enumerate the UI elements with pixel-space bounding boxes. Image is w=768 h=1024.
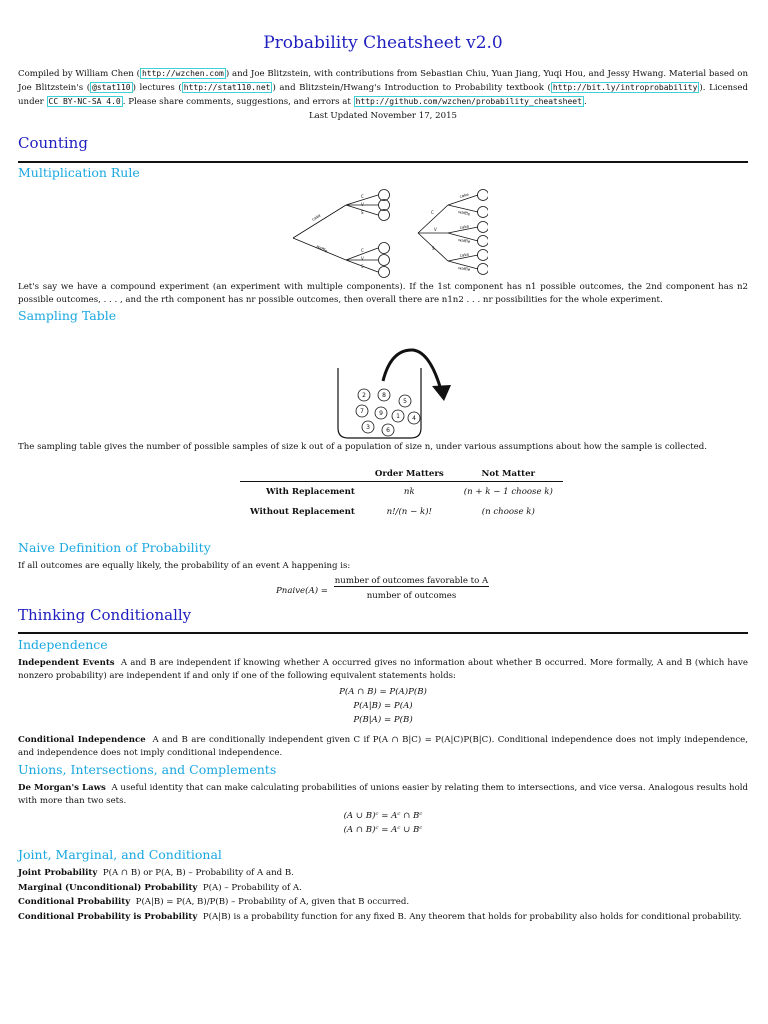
sampling-row-with-replacement: With Replacement bbox=[265, 487, 355, 497]
link-textbook[interactable]: http://bit.ly/introprobability bbox=[552, 83, 698, 92]
term-text: P(A|B) is a probability function for any fixed B. Any theorem that holds for probability also holds for conditional probability. bbox=[202, 911, 742, 922]
ball-label: 7 bbox=[360, 408, 364, 415]
ball-label: 3 bbox=[366, 424, 370, 431]
equation: (A ∩ B)ᶜ = Aᶜ ∪ Bᶜ bbox=[343, 825, 423, 835]
tree-diagrams bbox=[288, 183, 488, 283]
independence-text: A and B are independent if knowing whether A occurred gives no information about whether B occurred. More formally, A and B (which have nonzero probability) are independent if and only if one of the following equivalent statements holds: bbox=[18, 658, 748, 681]
demorgan-equations bbox=[18, 809, 748, 837]
tree-label: V bbox=[361, 202, 364, 207]
tree-label: S bbox=[361, 210, 364, 215]
naive-formula-numerator: number of outcomes favorable to A bbox=[334, 576, 489, 586]
section-rule bbox=[18, 632, 748, 634]
equation: P(B|A) = P(B) bbox=[353, 715, 413, 725]
tree-label: S bbox=[361, 264, 364, 269]
intro-text: ) and Joe Blitzstein, with contributions from Sebastian Chiu, Yuan Jiang, Yuqi Hou, and Jessy Hwang. Material based on Joe Blitzstein's ( bbox=[18, 69, 748, 93]
section-rule bbox=[18, 161, 748, 163]
intro-text: . Please share comments, suggestions, and errors at bbox=[122, 97, 354, 107]
term-conditional-independence: Conditional Independence bbox=[18, 735, 146, 745]
tree-label: V bbox=[361, 256, 364, 261]
subsection-heading-multiplication: Multiplication Rule bbox=[18, 165, 140, 180]
sampling-row-without-replacement: Without Replacement bbox=[250, 507, 355, 517]
urn-illustration bbox=[333, 343, 463, 443]
tree-label: V bbox=[434, 227, 437, 232]
naive-formula-lhs: Pnaive(A) = bbox=[276, 586, 328, 596]
term-text: P(A ∩ B) or P(A, B) – Probability of A and B. bbox=[102, 868, 294, 878]
intro-text: ) lectures ( bbox=[132, 83, 182, 93]
ball-label: 8 bbox=[382, 392, 386, 399]
ball-label: 6 bbox=[386, 427, 390, 434]
tree-label: waffle bbox=[457, 209, 471, 217]
demorgan-paragraph bbox=[18, 782, 748, 807]
tree-label: waffle bbox=[457, 265, 471, 273]
tree-diagram-left bbox=[293, 190, 390, 278]
tree-label: cake bbox=[459, 223, 470, 230]
ball-label: 4 bbox=[412, 415, 416, 422]
tree-label: waffle bbox=[315, 243, 329, 254]
intro-text: ). Licensed under bbox=[18, 83, 748, 107]
intro-text: . bbox=[583, 97, 587, 107]
ball-label: 5 bbox=[403, 398, 407, 405]
sampling-cell: nk bbox=[403, 487, 415, 497]
tree-label: C bbox=[361, 194, 364, 199]
link-license[interactable]: CC BY-NC-SA 4.0 bbox=[48, 97, 121, 106]
list-item bbox=[18, 911, 748, 924]
section-heading-counting: Counting bbox=[18, 134, 88, 152]
equation: (A ∪ B)ᶜ = Aᶜ ∩ Bᶜ bbox=[343, 811, 423, 821]
link-github[interactable]: http://github.com/wzchen/probability_cheatsheet bbox=[355, 97, 582, 106]
ball-label: 2 bbox=[362, 392, 366, 399]
sampling-table bbox=[240, 467, 563, 522]
joint-marginal-conditional-list bbox=[18, 867, 748, 923]
sampling-table-text: The sampling table gives the number of possible samples of size k out of a population of size n, under various assumptions about how the sample is collected. bbox=[18, 442, 707, 452]
sampling-col-not-matter: Not Matter bbox=[454, 467, 563, 482]
conditional-independence-text: A and B are conditionally independent given C if P(A ∩ B|C) = P(A|C)P(B|C). Conditional independence does not imply independence, and independence does not imply conditional independence. bbox=[18, 735, 748, 758]
list-item bbox=[18, 882, 748, 895]
last-updated: Last Updated November 17, 2015 bbox=[308, 111, 458, 121]
list-item bbox=[18, 896, 748, 909]
term-label: Conditional Probability is Probability bbox=[18, 911, 198, 922]
tree-label: S bbox=[432, 246, 435, 251]
tree-diagram-right bbox=[418, 190, 488, 275]
subsection-heading-sampling: Sampling Table bbox=[18, 308, 117, 323]
tree-label: C bbox=[361, 248, 364, 253]
ball-label: 9 bbox=[379, 410, 383, 417]
term-text: P(A) – Probability of A. bbox=[202, 882, 302, 893]
term-demorgan: De Morgan's Laws bbox=[18, 783, 106, 793]
subsection-heading-unions: Unions, Intersections, and Complements bbox=[18, 762, 277, 777]
term-label: Conditional Probability bbox=[18, 897, 131, 907]
intro-paragraph bbox=[18, 67, 748, 109]
sampling-cell: n!/(n − k)! bbox=[386, 507, 433, 517]
intro-text: Compiled by William Chen ( bbox=[18, 69, 140, 79]
equation: P(A ∩ B) = P(A)P(B) bbox=[339, 687, 427, 697]
subsection-heading-independence: Independence bbox=[18, 637, 108, 652]
list-item bbox=[18, 867, 748, 880]
link-stat110-handle[interactable]: @stat110 bbox=[92, 83, 131, 92]
multiplication-rule-text: Let's say we have a compound experiment (an experiment with multiple components). If the 1st component has n1 possible outcomes, the 2nd component has n2 possible outcomes, . . . , and the rth component has nr possible outcomes, then overall there are n1n2 . . . nr possibilities for the whole experiment. bbox=[18, 282, 748, 305]
sampling-cell: (n + k − 1 choose k) bbox=[463, 487, 553, 497]
term-independent-events: Independent Events bbox=[18, 658, 115, 668]
link-wzchen[interactable]: http://wzchen.com bbox=[141, 69, 224, 78]
subsection-heading-joint: Joint, Marginal, and Conditional bbox=[18, 847, 222, 862]
ball-label: 1 bbox=[396, 413, 400, 420]
tree-label: cake bbox=[458, 191, 470, 199]
tree-label: cake bbox=[459, 251, 470, 258]
conditional-independence-paragraph bbox=[18, 734, 748, 759]
sampling-col-order-matters: Order Matters bbox=[365, 467, 454, 482]
link-stat110[interactable]: http://stat110.net bbox=[183, 83, 271, 92]
subsection-heading-naive: Naive Definition of Probability bbox=[18, 540, 211, 555]
naive-definition-text: If all outcomes are equally likely, the probability of an event A happening is: bbox=[18, 561, 351, 571]
term-label: Joint Probability bbox=[18, 868, 98, 878]
independence-paragraph bbox=[18, 657, 748, 682]
term-text: P(A|B) = P(A, B)/P(B) – Probability of A, given that B occurred. bbox=[135, 897, 410, 907]
equation: P(A|B) = P(A) bbox=[353, 701, 413, 711]
intro-text: ) and Blitzstein/Hwang's Introduction to Probability textbook ( bbox=[272, 83, 551, 93]
naive-formula-denominator: number of outcomes bbox=[366, 591, 457, 601]
tree-label: C bbox=[431, 210, 434, 215]
tree-label: cake bbox=[310, 212, 322, 222]
section-heading-thinking: Thinking Conditionally bbox=[18, 606, 192, 624]
page-title: Probability Cheatsheet v2.0 bbox=[263, 33, 503, 53]
independence-equations bbox=[18, 685, 748, 727]
tree-label: waffle bbox=[457, 237, 471, 245]
term-label: Marginal (Unconditional) Probability bbox=[18, 882, 198, 893]
demorgan-text: A useful identity that can make calculating probabilities of unions easier by relating them to intersections, and vice versa. Analogous results hold with more than two sets. bbox=[18, 783, 748, 806]
sampling-cell: (n choose k) bbox=[481, 507, 535, 517]
